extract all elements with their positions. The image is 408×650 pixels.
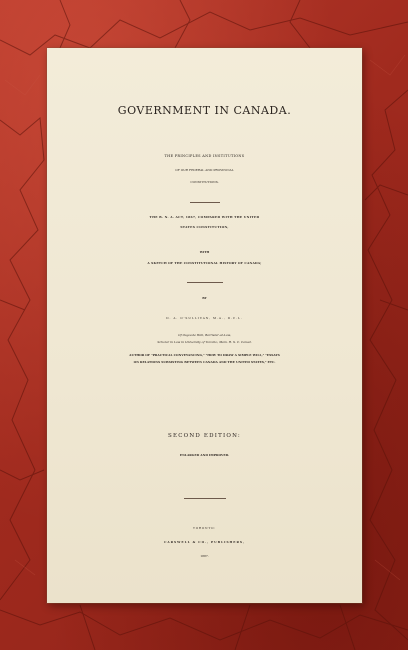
author-affiliation-2: Scholar in Law in University of Toronto, Mem. R. S. C. Canad. [157, 340, 252, 344]
bna-line-1: THE B. N. A. ACT, 1867, COMPARED WITH THE UNITED [149, 215, 260, 219]
author-works-1: AUTHOR OF "PRACTICAL CONVEYANCING," "HOW TO DRAW A SIMPLE WILL," "ESSAYS [129, 353, 280, 357]
title-plate [47, 48, 362, 603]
subtitle-line-3: CONSTITUTIONS. [190, 180, 219, 184]
divider-rule-1 [190, 202, 220, 203]
subtitle-line-1: THE PRINCIPLES AND INSTITUTIONS [164, 154, 245, 158]
edition-label: SECOND EDITION: [168, 433, 241, 439]
author-name: D. A. O'SULLIVAN, M.A., D.C.L. [166, 316, 243, 320]
author-works-2: ON RELATIONS SUBSISTING BETWEEN CANADA AND THE UNITED STATES," ETC. [133, 360, 276, 364]
publisher-city: TORONTO: [192, 526, 217, 530]
divider-rule-2 [187, 282, 223, 283]
with-word: WITH [199, 250, 210, 254]
publisher-name: CARSWELL & CO., PUBLISHERS, [164, 540, 245, 544]
divider-rule-3 [184, 498, 226, 499]
by-word: BY [202, 296, 207, 300]
enlarged-label: ENLARGED AND IMPROVED. [179, 453, 230, 457]
bna-line-2: STATES CONSTITUTION, [180, 225, 229, 229]
subtitle-line-2: OF OUR FEDERAL AND PROVINCIAL [175, 168, 234, 172]
sketch-line: A SKETCH OF THE CONSTITUTIONAL HISTORY OF CANADA; [147, 261, 262, 265]
book-title: GOVERNMENT IN CANADA. [117, 104, 292, 117]
publication-year: 1887. [200, 554, 209, 558]
author-affiliation-1: Of Osgoode Hall, Barrister-at-Law, [178, 333, 231, 337]
